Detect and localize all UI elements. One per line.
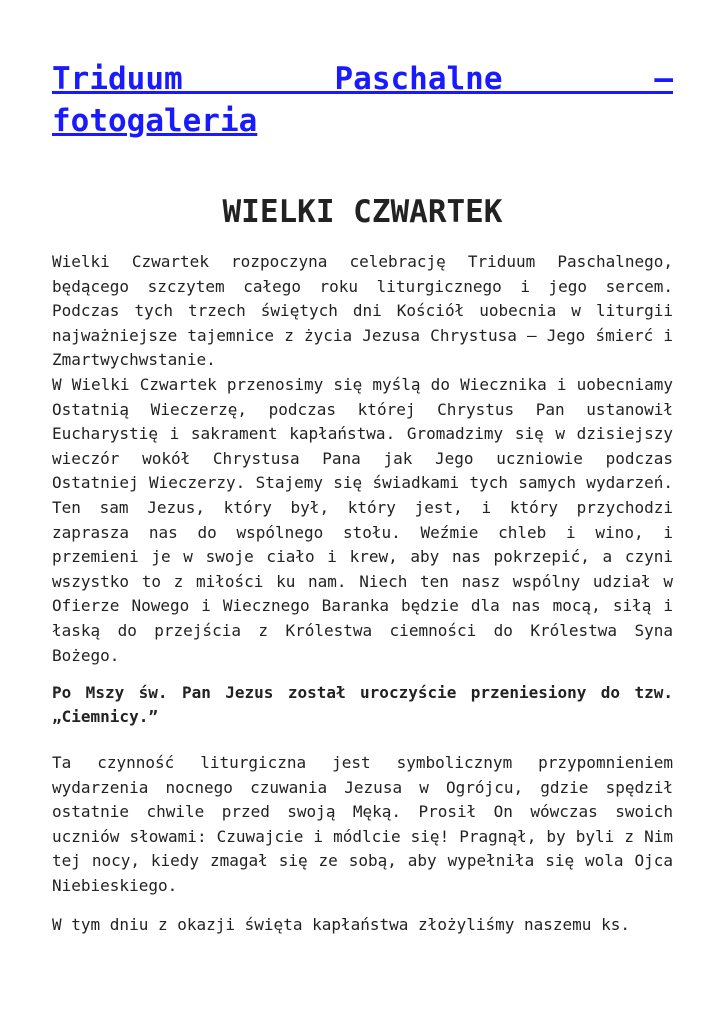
- document-page: [52, 58, 673, 937]
- post-title-line2: fotogaleria: [52, 103, 258, 139]
- paragraph-fourth: W tym dniu z okazji święta kapłaństwa złożyliśmy naszemu ks.: [52, 914, 630, 934]
- paragraph-second: W Wielki Czwartek przenosimy się myślą do Wiecznika i uobecniamy Ostatnią Wieczerzę, podczas której Chrystus Pan ustanowił Eucharystię i sakrament kapłaństwa. Gromadzimy się w dzisiejszy wieczór wokół Chrystusa Pana jak Jego uczniowie podczas Ostatniej Wieczerzy. Stajemy się świadkami tych samych wydarzeń. Ten sam Jezus, który był, który jest, i który przychodzi zaprasza nas do wspólnego stołu. Weźmie chleb i wino, i przemieni je w swoje ciało i krew, aby nas pokrzepić, a czyni wszystko to z miłości ku nam. Niech ten nasz wspólny udział w Ofierze Nowego i Wiecznego Baranka będzie dla nas mocą, siłą i łaską do przejścia z Królestwa ciemności do Królestwa Syna Bożego.: [52, 374, 673, 665]
- paragraph-bold: Po Mszy św. Pan Jezus został uroczyście przeniesiony do tzw. „Ciemnicy.”: [52, 683, 673, 727]
- section-heading: WIELKI CZWARTEK: [222, 194, 503, 230]
- post-title: [52, 58, 673, 142]
- post-title-link[interactable]: [52, 61, 673, 142]
- paragraph-intro: Wielki Czwartek rozpoczyna celebrację Triduum Paschalnego, będącego szczytem całego roku liturgicznego i jego sercem. Podczas tych trzech świętych dni Kościół uobecnia w liturgii najważniejsze tajemnice z życia Jezusa Chrystusa – Jego śmierć i Zmartwychwstanie.: [52, 252, 673, 370]
- post-title-line1: Triduum Paschalne –: [52, 61, 673, 97]
- paragraph-third: Ta czynność liturgiczna jest symbolicznym przypomnieniem wydarzenia nocnego czuwania Jezusa w Ogrójcu, gdzie spędził ostatnie chwile przed swoją Męką. Prosił On wówczas swoich uczniów słowami: Czuwajcie i módlcie się! Pragnął, by byli z Nim tej nocy, kiedy zmagał się ze sobą, aby wypełniła się wola Ojca Niebieskiego.: [52, 753, 673, 896]
